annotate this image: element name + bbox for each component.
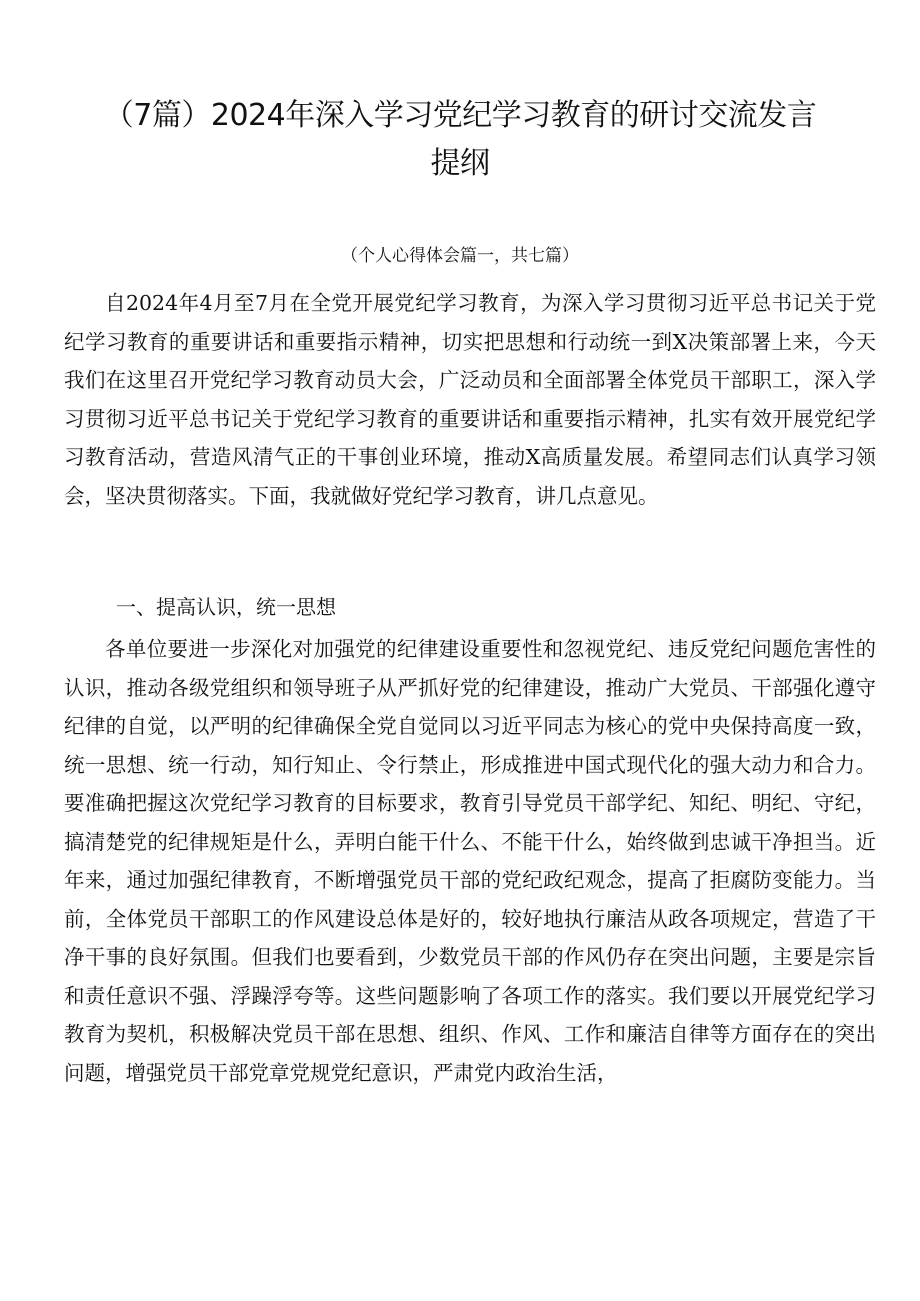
- section-heading-1: 一、提高认识，统一思想: [116, 595, 336, 619]
- paragraph-intro: 自2024年4月至7月在全党开展党纪学习教育，为深入学习贯彻习近平总书记关于党纪学习教育的重要讲话和重要指示精神，切实把思想和行动统一到X决策部署上来，今天我们在这里召开党纪学习教育动员大会，广泛动员和全面部署全体党员干部职工，深入学习贯彻习近平总书记关于党纪学习教育的重要讲话和重要指示精神，扎实有效开展党纪学习教育活动，营造风清气正的干事创业环境，推动X高质量发展。希望同志们认真学习领会，坚决贯彻落实。下面，我就做好党纪学习教育，讲几点意见。: [64, 291, 876, 508]
- title-line-1: （7篇）2024年深入学习党纪学习教育的研讨交流发言: [103, 98, 817, 133]
- document-title: [60, 92, 860, 188]
- document-subtitle: （个人心得体会篇一，共七篇）: [341, 246, 579, 266]
- paragraph-section-1: 各单位要进一步深化对加强党的纪律建设重要性和忽视党纪、违反党纪问题危害性的认识，推动各级党组织和领导班子从严抓好党的纪律建设，推动广大党员、干部强化遵守纪律的自觉，以严明的纪律确保全党自觉同以习近平同志为核心的党中央保持高度一致，统一思想、统一行动，知行知止、令行禁止，形成推进中国式现代化的强大动力和合力。要准确把握这次党纪学习教育的目标要求，教育引导党员干部学纪、知纪、明纪、守纪，搞清楚党的纪律规矩是什么，弄明白能干什么、不能干什么，始终做到忠诚干净担当。近年来，通过加强纪律教育，不断增强党员干部的党纪政纪观念，提高了拒腐防变能力。当前，全体党员干部职工的作风建设总体是好的，较好地执行廉洁从政各项规定，营造了干净干事的良好氛围。但我们也要看到，少数党员干部的作风仍存在突出问题，主要是宗旨和责任意识不强、浮躁浮夸等。这些问题影响了各项工作的落实。我们要以开展党纪学习教育为契机，积极解决党员干部在思想、组织、作风、工作和廉洁自律等方面存在的突出问题，增强党员干部党章党规党纪意识，严肃党内政治生活，: [64, 637, 876, 1085]
- title-line-2: 提纲: [430, 146, 490, 181]
